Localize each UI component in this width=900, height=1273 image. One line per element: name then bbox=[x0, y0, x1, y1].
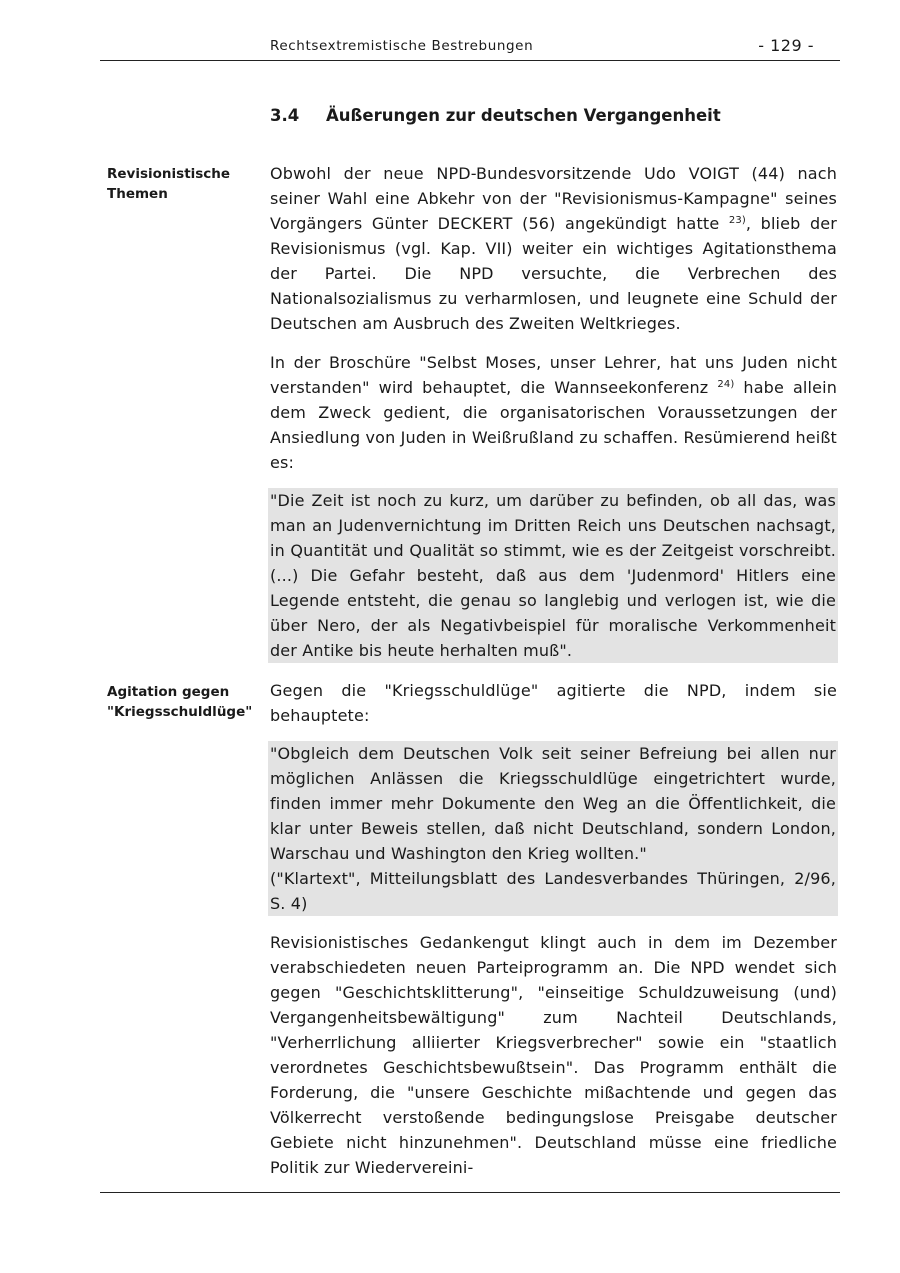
quote-block-1: "Die Zeit ist noch zu kurz, um darüber zu befinden, ob all das, was man an Judenvernichtung im Dritten Reich uns Deutschen nachsagt, in Quantität und Qualität so stimmt, wie es der Zeitgeist vorschreibt. (...) Die Gefahr besteht, daß aus dem 'Judenmord' Hitlers eine Legende entsteht, die genau so langlebig und verlogen ist, wie die über Nero, der als Negativbeispiel für moralische Verkommenheit der Antike bis heute herhalten muß". bbox=[268, 488, 838, 663]
paragraph-2 bbox=[270, 350, 837, 475]
footnote-ref-24: 24) bbox=[717, 379, 735, 390]
footnote-ref-23: 23) bbox=[728, 215, 746, 226]
quote-source: ("Klartext", Mitteilungsblatt des Landesverbandes Thüringen, 2/96, S. 4) bbox=[270, 869, 836, 913]
paragraph-4: Revisionistisches Gedankengut klingt auch in dem im Dezember verabschiedeten neuen Parteiprogramm an. Die NPD wendet sich gegen "Geschichtsklitterung", "einseitige Schuldzuweisung (und) Vergangenheitsbewältigung" zum Nachteil Deutschlands, "Verherrlichung alliierter Kriegsverbrecher" sowie ein "staatlich verordnetes Geschichtsbewußtsein". Das Programm enthält die Forderung, die "unsere Geschichte mißachtende und gegen das Völkerrecht verstoßende bedingungslose Preisgabe deutscher Gebiete nicht hinzunehmen". Deutschland müsse eine friedliche Politik zur Wiedervereini- bbox=[270, 933, 837, 1177]
margin-note-line: Agitation gegen bbox=[107, 684, 230, 700]
paragraph-text: habe allein dem Zweck gedient, die organisatorischen Voraussetzungen der Ansiedlung von Juden in Weißrußland zu schaffen. Resümierend heißt es: bbox=[270, 378, 837, 472]
paragraph-1 bbox=[270, 161, 837, 336]
margin-note-line: "Kriegsschuldlüge" bbox=[107, 704, 253, 720]
margin-note-kriegsschuld bbox=[107, 682, 265, 722]
margin-note-line: Themen bbox=[107, 186, 168, 202]
paragraph-3: Gegen die "Kriegsschuldlüge" agitierte die NPD, indem sie behauptete: bbox=[270, 681, 837, 725]
section-number: 3.4 bbox=[270, 106, 300, 125]
paragraph-text: , blieb der Revisionismus (vgl. Kap. VII) weiter ein wichtiges Agitationsthema der Partei. Die NPD versuchte, die Verbrechen des Nationalsozialismus zu verharmlosen, und leugnete eine Schuld der Deutschen am Ausbruch des Zweiten Weltkrieges. bbox=[270, 214, 837, 333]
margin-note-line: Revisionistische bbox=[107, 166, 231, 182]
paragraph-text: In der Broschüre "Selbst Moses, unser Lehrer, hat uns Juden nicht verstanden" wird behauptet, die Wannseekonferenz bbox=[270, 353, 837, 397]
running-title: Rechtsextremistische Bestrebungen bbox=[270, 38, 534, 54]
quote-block-2 bbox=[268, 741, 838, 916]
section-title: Äußerungen zur deutschen Vergangenheit bbox=[326, 106, 721, 125]
margin-note-revisionism bbox=[107, 164, 265, 204]
footer-rule bbox=[100, 1192, 840, 1193]
section-heading bbox=[270, 106, 721, 125]
page-header bbox=[100, 36, 840, 61]
paragraph-text: Obwohl der neue NPD-Bundesvorsitzende Udo VOIGT (44) nach seiner Wahl eine Abkehr von der "Revisionismus-Kampagne" seines Vorgängers Günter DECKERT (56) angekündigt hatte bbox=[270, 164, 837, 233]
page-number: - 129 - bbox=[758, 36, 814, 55]
quote-text: "Obgleich dem Deutschen Volk seit seiner Befreiung bei allen nur möglichen Anlässen die Kriegsschuldlüge eingetrichtert wurde, finden immer mehr Dokumente den Weg an die Öffentlichkeit, die klar unter Beweis stellen, daß nicht Deutschland, sondern London, Warschau und Washington den Krieg wollten." bbox=[270, 744, 836, 863]
